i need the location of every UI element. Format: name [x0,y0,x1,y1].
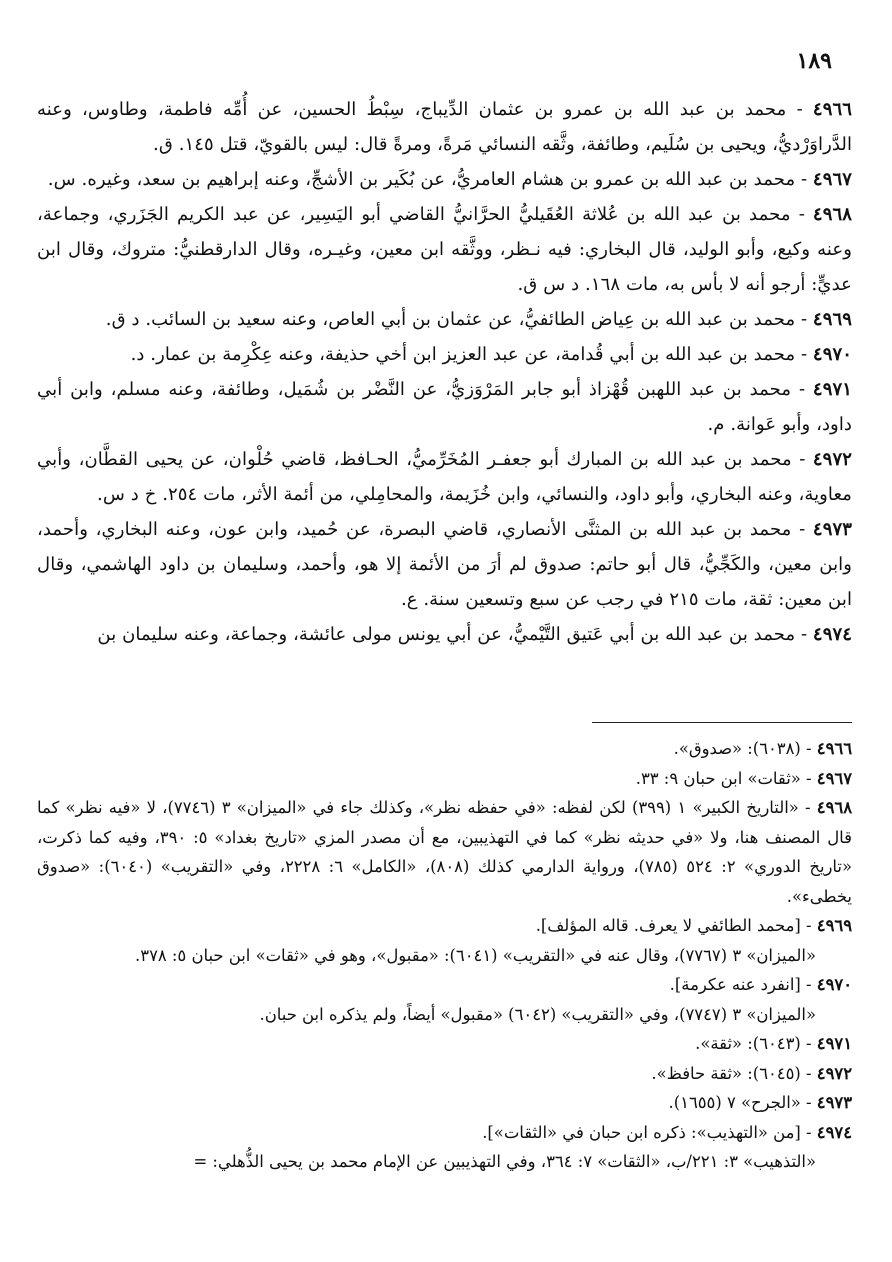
footnote-text: [انفرد عنه عكرمة]. [669,975,801,994]
entry-number: ٤٩٧٤ [812,624,852,645]
footnote-4969: ٤٩٦٩ - [محمد الطائفي لا يعرف. قاله المؤلف]. [535,916,852,935]
footnote-4971: ٤٩٧١ - (٦٠٤٣): «ثقة». [695,1034,852,1053]
entry-number: ٤٩٦٨ [812,204,852,225]
entry-4966: ٤٩٦٦ - محمد بن عبد الله بن عمرو بن عثمان الدِّيباج، سِبْطُ الحسين، عن أُمِّه فاطمة، وطاوس، وعنه الدَّراوَرْديُّ، ويحيى بن سُلَيم، وطائفة، وثَّقه النسائي مَرةً، ومرةً قال: ليس بالقويّ، قتل ١٤٥. ق. [37,99,852,155]
footnote-number: ٤٩٦٨ [816,798,853,817]
footnote-number: ٤٩٦٦ [816,739,852,758]
entry-4974: ٤٩٧٤ - محمد بن عبد الله بن أبي عَتيق التَّيْميُّ، عن أبي يونس مولى عائشة، وجماعة، وعنه سليمان بن [97,624,852,645]
footnote-4967: ٤٩٦٧ - «ثقات» ابن حبان ٩: ٣٣. [635,768,852,788]
entry-text: محمد بن عبد الله بن أبي قُدامة، عن عبد العزيز ابن أخي حذيفة، وعنه عِكْرِمة بن عمار. د. [130,344,796,365]
footnote-text: «التاريخ الكبير» ١ (٣٩٩) لكن لفظه: «في حفظه نظر»، وكذلك جاء في «الميزان» ٣ (٧٧٤٦)، لا «فيه نظر» كما قال المصنف هنا، ولا «في حديثه نظر» كما في التهذيبين، مع أن مصدر المزي «تاريخ بغداد» ٥: ٣٩٠، وفيه كما ذكرت، «تاريخ الدوري» ٢: ٥٢٤ (٧٨٥)، ورواية الدارمي كذلك (٨٠٨)، «الكامل» ٦: ٢٢٢٨، وفي «التقريب» (٦٠٤٠): «صدوق يخطىء». [37,798,853,906]
entry-text: محمد بن عبد الله بن المبارك أبو جعفـر المُخَرِّميُّ، الحـافظ، قاضي حُلْوان، عن يحيى القطَّان، وأبي معاوية، وعنه البخاري، وأبو داود، والنسائي، وابن خُزَيمة، والمحامِلي، من أئمة الأثر، مات ٢٥٤. خ د س. [37,449,852,505]
biography-entries [37,92,852,652]
entry-number: ٤٩٧١ [812,379,852,400]
footnote-4968: ٤٩٦٨ - «التاريخ الكبير» ١ (٣٩٩) لكن لفظه: «في حفظه نظر»، وكذلك جاء في «الميزان» ٣ (٧٧٤٦)، لا «فيه نظر» كما قال المصنف هنا، ولا «في حديثه نظر» كما في التهذيبين، مع أن مصدر المزي «تاريخ بغداد» ٥: ٣٩٠، وفيه كما ذكرت، «تاريخ الدوري» ٢: ٥٢٤ (٧٨٥)، ورواية الدارمي كذلك (٨٠٨)، «الكامل» ٦: ٢٢٢٨، وفي «التقريب» (٦٠٤٠): «صدوق يخطىء». [37,798,853,906]
entry-number: ٤٩٧٣ [812,519,852,540]
entry-text: محمد بن عبد الله بن عمرو بن هشام العامريُّ، عن بُكَير بن الأشجِّ، وعنه إبراهيم بن سعد، وغيره. س. [47,169,796,190]
footnote-number: ٤٩٦٧ [816,768,852,788]
page-number: ١٨٩ [796,48,832,74]
footnote-text: «الميزان» ٣ (٧٧٤٧)، وفي «التقريب» (٦٠٤٢) «مقبول» أيضاً، ولم يذكره ابن حبان. [259,1004,816,1024]
footnote-number: ٤٩٧٣ [816,1093,852,1112]
entry-4970: ٤٩٧٠ - محمد بن عبد الله بن أبي قُدامة، عن عبد العزيز ابن أخي حذيفة، وعنه عِكْرِمة بن عمار. د. [130,344,852,365]
footnote-text: «التذهيب» ٣: ٢٢١/ب، «الثقات» ٧: ٣٦٤، وفي التهذيبين عن الإمام محمد بن يحيى الذُّهلي: = [193,1152,816,1171]
entry-4971: ٤٩٧١ - محمد بن عبد اللهبن قُهْزاذ أبو جابر المَرْوَزيُّ، عن النَّضْر بن شُمَيل، وطائفة، وعنه مسلم، وابن أبي داود، وأبو عَوانة. م. [37,379,852,435]
footnote-4972: ٤٩٧٢ - (٦٠٤٥): «ثقة حافظ». [651,1063,852,1083]
footnote-number: ٤٩٦٩ [816,916,852,935]
footnote-text: (٦٠٣٨): «صدوق». [673,739,801,758]
entry-text: محمد بن عبد الله بن أبي عَتيق التَّيْميُّ، عن أبي يونس مولى عائشة، وجماعة، وعنه سليمان بن [97,624,796,645]
entry-number: ٤٩٦٩ [812,309,852,330]
entry-text: محمد بن عبد الله بن عِياض الطائفيُّ، عن عثمان بن أبي العاص، وعنه سعيد بن السائب. د ق. [105,309,796,330]
entry-text: محمد بن عبد الله بن عُلاثة العُقَيليُّ الحرَّانيُّ القاضي أبو اليَسِير، عن عبد الكريم الجَزَري، وجماعة، وعنه وكيع، وأبو الوليد، قال البخاري: فيه نـظر، ووثَّقه ابن معين، وغيـره، وقال الدارقطنيُّ: متروك، وقال ابن عديٍّ: أرجو أنه لا بأس به، مات ١٦٨. د س ق. [37,204,852,295]
entry-text: محمد بن عبد الله بن المثنَّى الأنصاري، قاضي البصرة، عن حُميد، وابن عون، وعنه البخاري، وأحمد، وابن معين، والكَجِّيُّ، قال أبو حاتم: صدوق لم أرَ من الأئمة إلا هو، وأحمد، وسليمان بن داود الهاشمي، وقال ابن معين: ثقة، مات ٢١٥ في رجب عن سبع وتسعين سنة. ع. [37,519,852,610]
footnote-4970: ٤٩٧٠ - [انفرد عنه عكرمة]. [669,975,852,994]
footnote-4969-continuation [37,941,852,971]
entry-text: محمد بن عبد الله بن عمرو بن عثمان الدِّيباج، سِبْطُ الحسين، عن أُمِّه فاطمة، وطاوس، وعنه الدَّراوَرْديُّ، ويحيى بن سُلَيم، وطائفة، وثَّقه النسائي مَرةً، ومرةً قال: ليس بالقويّ، قتل ١٤٥. ق. [37,99,852,155]
entry-4968: ٤٩٦٨ - محمد بن عبد الله بن عُلاثة العُقَيليُّ الحرَّانيُّ القاضي أبو اليَسِير، عن عبد الكريم الجَزَري، وجماعة، وعنه وكيع، وأبو الوليد، قال البخاري: فيه نـظر، ووثَّقه ابن معين، وغيـره، وقال الدارقطنيُّ: متروك، وقال ابن عديٍّ: أرجو أنه لا بأس به، مات ١٦٨. د س ق. [37,204,852,295]
footnote-text: «الميزان» ٣ (٧٧٦٧)، وقال عنه في «التقريب» (٦٠٤١): «مقبول»، وهو في «ثقات» ابن حبان ٥: ٣٧٨. [135,945,816,965]
footnote-text: (٦٠٤٣): «ثقة». [695,1034,801,1053]
entry-text: محمد بن عبد اللهبن قُهْزاذ أبو جابر المَرْوَزيُّ، عن النَّضْر بن شُمَيل، وطائفة، وعنه مسلم، وابن أبي داود، وأبو عَوانة. م. [37,379,852,435]
entry-4969: ٤٩٦٩ - محمد بن عبد الله بن عِياض الطائفيُّ، عن عثمان بن أبي العاص، وعنه سعيد بن السائب. د ق. [105,309,852,330]
entry-number: ٤٩٧٢ [812,449,852,470]
entry-4967: ٤٩٦٧ - محمد بن عبد الله بن عمرو بن هشام العامريُّ، عن بُكَير بن الأشجِّ، وعنه إبراهيم بن سعد، وغيره. س. [47,169,852,190]
footnote-number: ٤٩٧٢ [816,1063,852,1083]
footnote-4970-continuation [37,1000,852,1030]
footnote-text: [من «التهذيب»: ذكره ابن حبان في «الثقات»]. [482,1122,801,1142]
footnote-4973: ٤٩٧٣ - «الجرح» ٧ (١٦٥٥). [668,1093,852,1112]
entry-4973: ٤٩٧٣ - محمد بن عبد الله بن المثنَّى الأنصاري، قاضي البصرة، عن حُميد، وابن عون، وعنه البخاري، وأحمد، وابن معين، والكَجِّيُّ، قال أبو حاتم: صدوق لم أرَ من الأئمة إلا هو، وأحمد، وسليمان بن داود الهاشمي، وقال ابن معين: ثقة، مات ٢١٥ في رجب عن سبع وتسعين سنة. ع. [37,519,852,610]
footnotes [37,734,852,1177]
entry-4972: ٤٩٧٢ - محمد بن عبد الله بن المبارك أبو جعفـر المُخَرِّميُّ، الحـافظ، قاضي حُلْوان، عن يحيى القطَّان، وأبي معاوية، وعنه البخاري، وأبو داود، والنسائي، وابن خُزَيمة، والمحامِلي، من أئمة الأثر، مات ٢٥٤. خ د س. [37,449,852,505]
footnote-number: ٤٩٧٠ [816,975,852,994]
footnote-text: «الجرح» ٧ (١٦٥٥). [668,1093,801,1112]
footnote-number: ٤٩٧٤ [816,1122,852,1142]
entry-number: ٤٩٧٠ [812,344,852,365]
footnote-text: (٦٠٤٥): «ثقة حافظ». [651,1063,801,1083]
footnote-text: «ثقات» ابن حبان ٩: ٣٣. [635,768,801,788]
footnote-text: [محمد الطائفي لا يعرف. قاله المؤلف]. [535,916,801,935]
footnote-separator [592,722,852,723]
footnote-4974-continuation [37,1147,852,1177]
entry-number: ٤٩٦٦ [812,99,852,120]
footnote-number: ٤٩٧١ [816,1034,852,1053]
footnote-4966: ٤٩٦٦ - (٦٠٣٨): «صدوق». [673,739,852,758]
entry-number: ٤٩٦٧ [812,169,852,190]
footnote-4974: ٤٩٧٤ - [من «التهذيب»: ذكره ابن حبان في «الثقات»]. [482,1122,852,1142]
